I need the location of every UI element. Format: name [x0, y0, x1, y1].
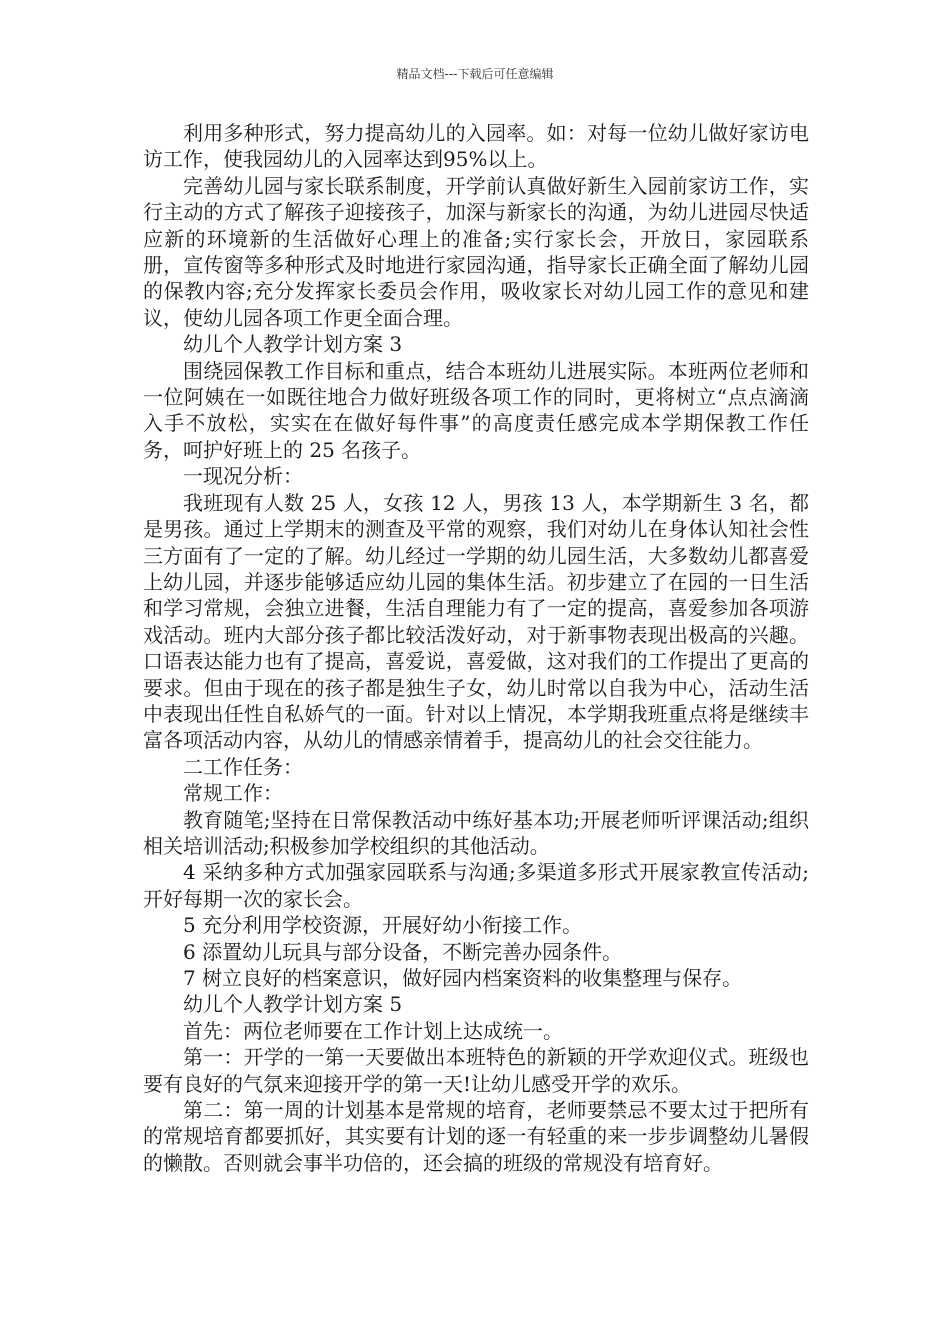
section-heading-plan-5: 幼儿个人教学计划方案 5 — [183, 992, 403, 1017]
page-header: 精品文档---下载后可任意编辑 — [396, 67, 554, 81]
paragraph-situation-analysis: 我班现有人数 25 人，女孩 12 人，男孩 13 人，本学期新生 3 名，都是男孩。通过上学期末的测查及平常的观察，我们对幼儿在身体认知社会性三方面有了一定的了解。幼儿经过一学期的幼儿园生活，大多数幼儿都喜爱上幼儿园，并逐步能够适应幼儿园的集体生活。初步建立了在园的一日生活和学习常规，会独立进餐，生活自理能力有了一定的提高，喜爱参加各项游戏活动。班内大部分孩子都比较活泼好动，对于新事物表现出极高的兴趣。口语表达能力也有了提高，喜爱说，喜爱做，这对我们的工作提出了更高的要求。但由于现在的孩子都是独生子女，幼儿时常以自我为中心，活动生活中表现出任性自私娇气的一面。针对以上情况，本学期我班重点将是继续丰富各项活动内容，从幼儿的情感亲情着手，提高幼儿的社会交往能力。 — [143, 490, 809, 753]
document-body — [143, 120, 809, 1176]
subheading-work-tasks: 二工作任务： — [183, 754, 303, 779]
paragraph-second-week: 第二：第一周的计划基本是常规的培育，老师要禁忌不要太过于把所有的常规培育都要抓好，其实要有计划的逐一有轻重的来一步步调整幼儿暑假的懒散。否则就会事半功倍的，还会搞的班级的常规没有培育好。 — [143, 1098, 809, 1175]
paragraph-teaching-notes: 教育随笔;坚持在日常保教活动中练好基本功;开展老师听评课活动;组织相关培训活动;积极参加学校组织的其他活动。 — [143, 807, 809, 858]
list-item-5: 5 充分利用学校资源，开展好幼小衔接工作。 — [183, 913, 583, 938]
list-item-6: 6 添置幼儿玩具与部分设备，不断完善办园条件。 — [183, 939, 623, 964]
list-item-4: 4 采纳多种方式加强家园联系与沟通;多渠道多形式开展家教宣传活动;开好每期一次的家长会。 — [143, 860, 809, 911]
paragraph-plan-3-intro: 围绕园保教工作目标和重点，结合本班幼儿进展实际。本班两位老师和一位阿姨在一如既往地合力做好班级各项工作的同时，更将树立“点点滴滴入手不放松，实实在在做好每件事”的高度责任感完成本学期保教工作任务，呵护好班上的 25 名孩子。 — [143, 358, 809, 462]
paragraph-parent-contact: 完善幼儿园与家长联系制度，开学前认真做好新生入园前家访工作，实行主动的方式了解孩子迎接孩子，加深与新家长的沟通，为幼儿进园尽快适应新的环境新的生活做好心理上的准备;实行家长会，开放日，家园联系册，宣传窗等多种形式及时地进行家园沟通，指导家长正确全面了解幼儿园的保教内容;充分发挥家长委员会作用，吸收家长对幼儿园工作的意见和建议，使幼儿园各项工作更全面合理。 — [143, 173, 809, 330]
paragraph-first-day: 第一：开学的一第一天要做出本班特色的新颖的开学欢迎仪式。班级也要有良好的气氛来迎接开学的第一天!让幼儿感受开学的欢乐。 — [143, 1045, 809, 1096]
paragraph-first-agreement: 首先：两位老师要在工作计划上达成统一。 — [183, 1018, 563, 1043]
subheading-situation-analysis: 一现况分析： — [183, 464, 303, 489]
section-heading-plan-3: 幼儿个人教学计划方案 3 — [183, 332, 403, 357]
paragraph-enrollment: 利用多种形式，努力提高幼儿的入园率。如：对每一位幼儿做好家访电访工作，使我园幼儿的入园率达到95%以上。 — [143, 121, 809, 172]
subheading-routine-work: 常规工作： — [183, 781, 283, 806]
list-item-7: 7 树立良好的档案意识，做好园内档案资料的收集整理与保存。 — [183, 966, 743, 990]
